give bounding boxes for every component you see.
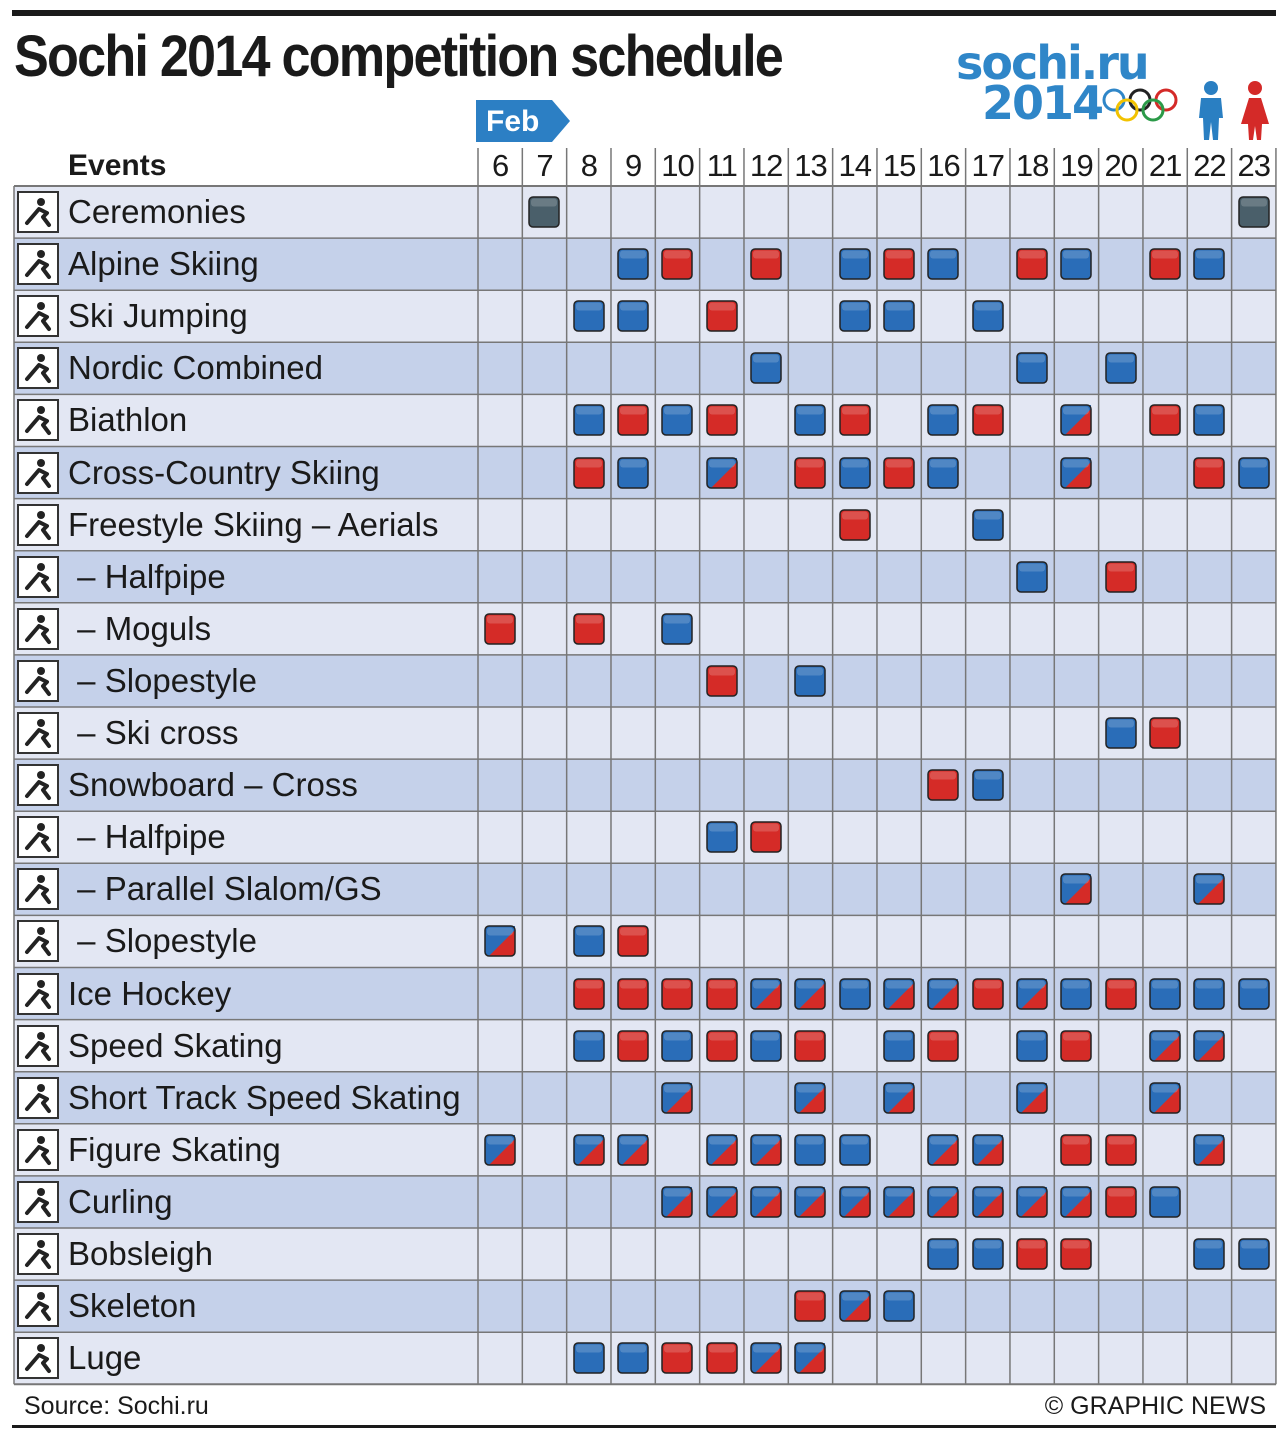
day-header: 14 <box>838 148 872 183</box>
day-header: 15 <box>882 148 916 183</box>
day-header: 16 <box>927 148 960 183</box>
event-label: Curling <box>68 1182 173 1220</box>
event-label: Ceremonies <box>68 193 246 230</box>
day-header: 9 <box>625 148 642 183</box>
page-title: Sochi 2014 competition schedule <box>14 24 783 89</box>
event-label: – Halfpipe <box>68 818 226 856</box>
event-label: Speed Skating <box>68 1026 283 1064</box>
events-header: Events <box>68 149 167 182</box>
event-label: Cross-Country Skiing <box>68 453 380 491</box>
credit-note: © GRAPHIC NEWS <box>1044 1392 1266 1420</box>
bottom-rule <box>12 1425 1276 1428</box>
day-header: 10 <box>661 148 694 183</box>
day-header: 12 <box>749 148 783 183</box>
day-header: 17 <box>971 148 1005 183</box>
day-header: 20 <box>1104 148 1138 183</box>
source-note: Source: Sochi.ru <box>24 1392 209 1420</box>
logo-line2: 2014 <box>982 76 1103 130</box>
event-label: Ski Jumping <box>68 297 248 335</box>
event-label: – Halfpipe <box>68 557 226 595</box>
event-label: Skeleton <box>68 1287 197 1325</box>
event-label: – Moguls <box>68 609 212 647</box>
day-header: 11 <box>706 148 737 183</box>
day-header: 22 <box>1193 148 1226 183</box>
event-label: Luge <box>68 1339 142 1377</box>
event-label: Nordic Combined <box>68 349 323 387</box>
day-header: 21 <box>1148 148 1182 183</box>
month-label: Feb <box>486 105 540 138</box>
event-label: Freestyle Skiing – Aerials <box>68 505 439 543</box>
event-label: Biathlon <box>68 401 188 439</box>
day-header: 18 <box>1015 148 1049 183</box>
event-label: – Slopestyle <box>68 661 257 699</box>
day-header: 19 <box>1060 148 1093 183</box>
event-label: – Parallel Slalom/GS <box>68 870 382 908</box>
event-label: Ice Hockey <box>68 974 232 1012</box>
event-label: Figure Skating <box>68 1130 281 1168</box>
event-label: Snowboard – Cross <box>68 766 358 804</box>
day-header: 8 <box>580 148 597 183</box>
day-header: 7 <box>536 148 553 183</box>
event-label: Short Track Speed Skating <box>68 1078 461 1116</box>
day-header: 6 <box>492 148 509 183</box>
event-label: – Slopestyle <box>68 922 257 960</box>
event-label: Alpine Skiing <box>68 245 259 283</box>
day-header: 13 <box>794 148 827 183</box>
event-label: – Ski cross <box>68 714 239 751</box>
logo-line1: sochi.ru <box>956 36 1148 90</box>
event-label: Bobsleigh <box>68 1235 213 1272</box>
day-header: 23 <box>1237 148 1271 183</box>
